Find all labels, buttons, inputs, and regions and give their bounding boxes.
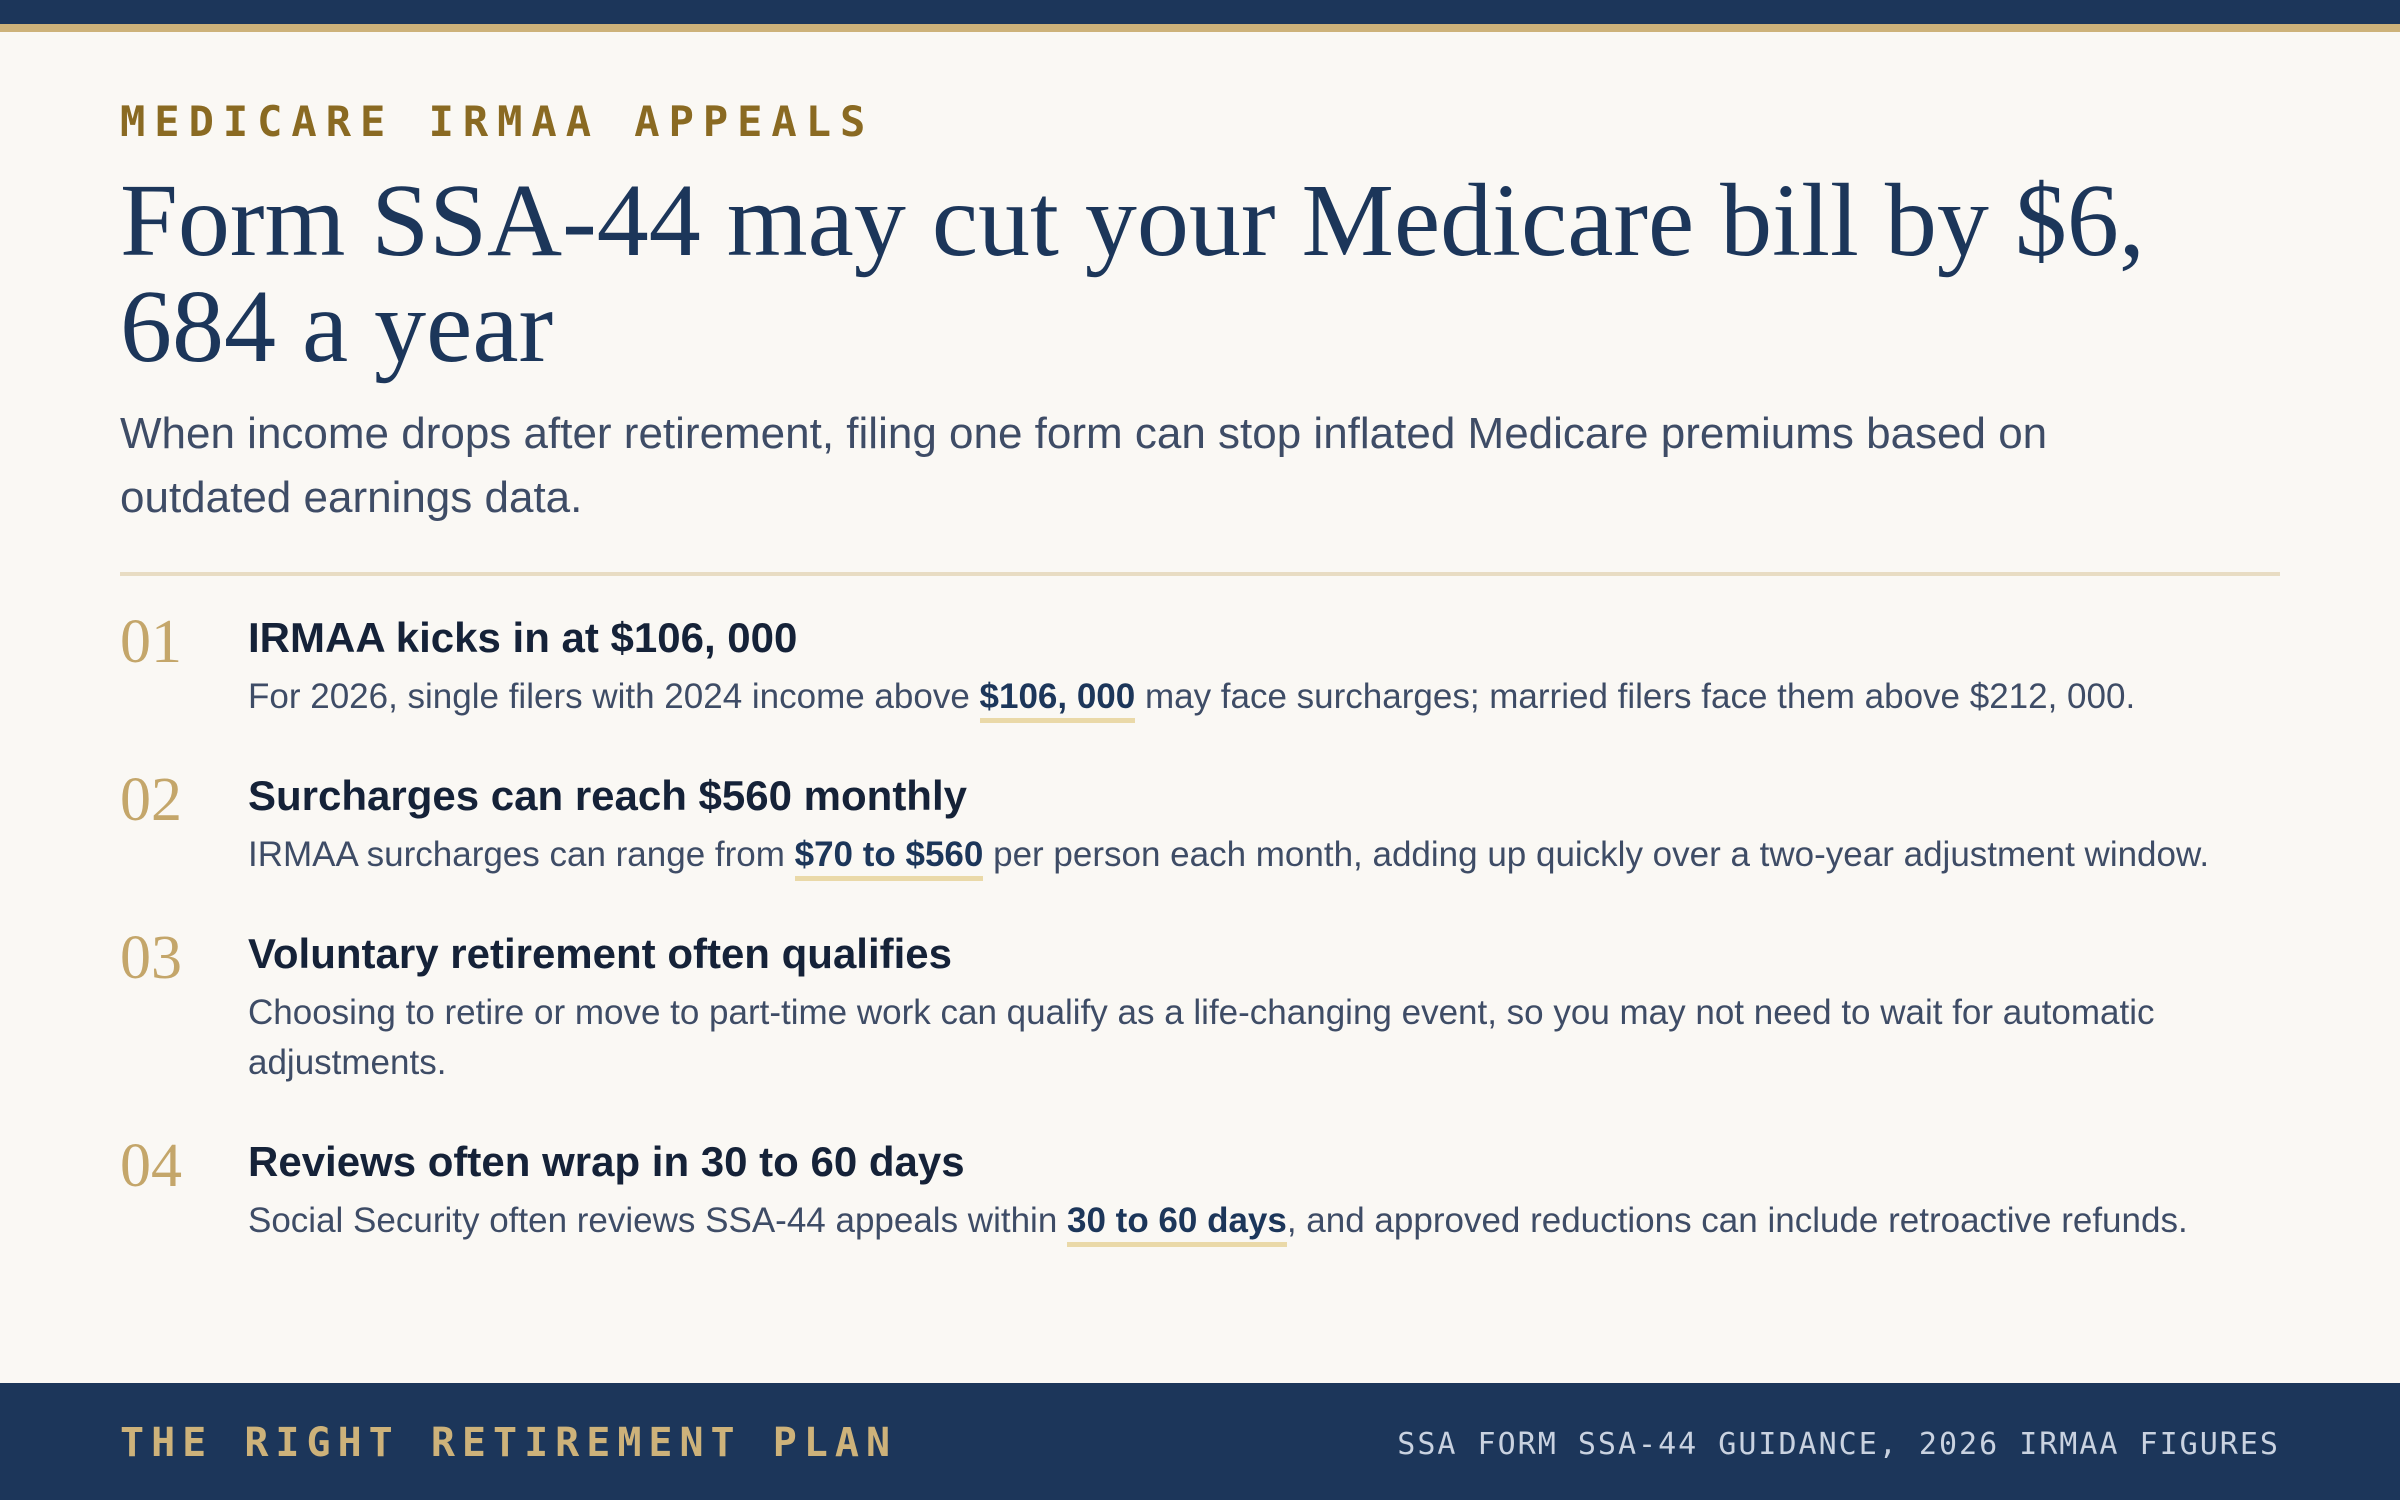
item-highlight: $106, 000 (980, 677, 1136, 723)
page-subhead: When income drops after retirement, filing one form can stop inflated Medicare premiums based on outdated earnings data. (120, 409, 2048, 522)
item-body (248, 1196, 2288, 1246)
top-gold-stripe (0, 24, 2400, 32)
footer-bar (0, 1383, 2400, 1500)
list-item (120, 608, 2280, 722)
item-number: 04 (120, 1132, 182, 1200)
item-title: Surcharges can reach $560 monthly (248, 772, 967, 819)
item-body-text: may face surcharges; married filers face them above $212, 000. (1135, 677, 2136, 716)
divider (120, 572, 2280, 576)
item-body-text: For 2026, single filers with 2024 income above (248, 677, 980, 716)
item-number: 03 (120, 924, 182, 992)
item-body-text: Choosing to retire or move to part-time work can qualify as a life-changing event, so you may not need to wait for automatic adjustments. (248, 993, 2155, 1082)
item-number: 01 (120, 608, 182, 676)
footer-brand: THE RIGHT RETIREMENT PLAN (120, 1420, 898, 1466)
main-content (120, 94, 2280, 1290)
item-body-text: Social Security often reviews SSA-44 appeals within (248, 1201, 1068, 1240)
footer-source: SSA FORM SSA-44 GUIDANCE, 2026 IRMAA FIGURES (1397, 1427, 2280, 1462)
item-body-text: per person each month, adding up quickly over a two-year adjustment window. (983, 835, 2210, 874)
item-title: Voluntary retirement often qualifies (248, 930, 953, 977)
item-body-text: IRMAA surcharges can range from (248, 835, 795, 874)
item-body-text: , and approved reductions can include retroactive refunds. (1286, 1201, 2188, 1240)
item-highlight: $70 to $560 (795, 835, 984, 881)
item-body (248, 672, 2288, 722)
item-number: 02 (120, 766, 182, 834)
item-title: Reviews often wrap in 30 to 60 days (248, 1138, 965, 1185)
item-highlight: 30 to 60 days (1067, 1201, 1287, 1247)
eyebrow-label: MEDICARE IRMAA APPEALS (120, 97, 875, 146)
list-item (120, 1132, 2280, 1246)
item-body (248, 830, 2288, 880)
item-title: IRMAA kicks in at $106, 000 (248, 614, 798, 661)
page-headline: Form SSA-44 may cut your Medicare bill by $6, 684 a year (120, 163, 2145, 384)
key-points-list (120, 608, 2280, 1246)
list-item (120, 766, 2280, 880)
top-accent-bar (0, 0, 2400, 24)
item-body (248, 988, 2288, 1088)
list-item (120, 924, 2280, 1088)
